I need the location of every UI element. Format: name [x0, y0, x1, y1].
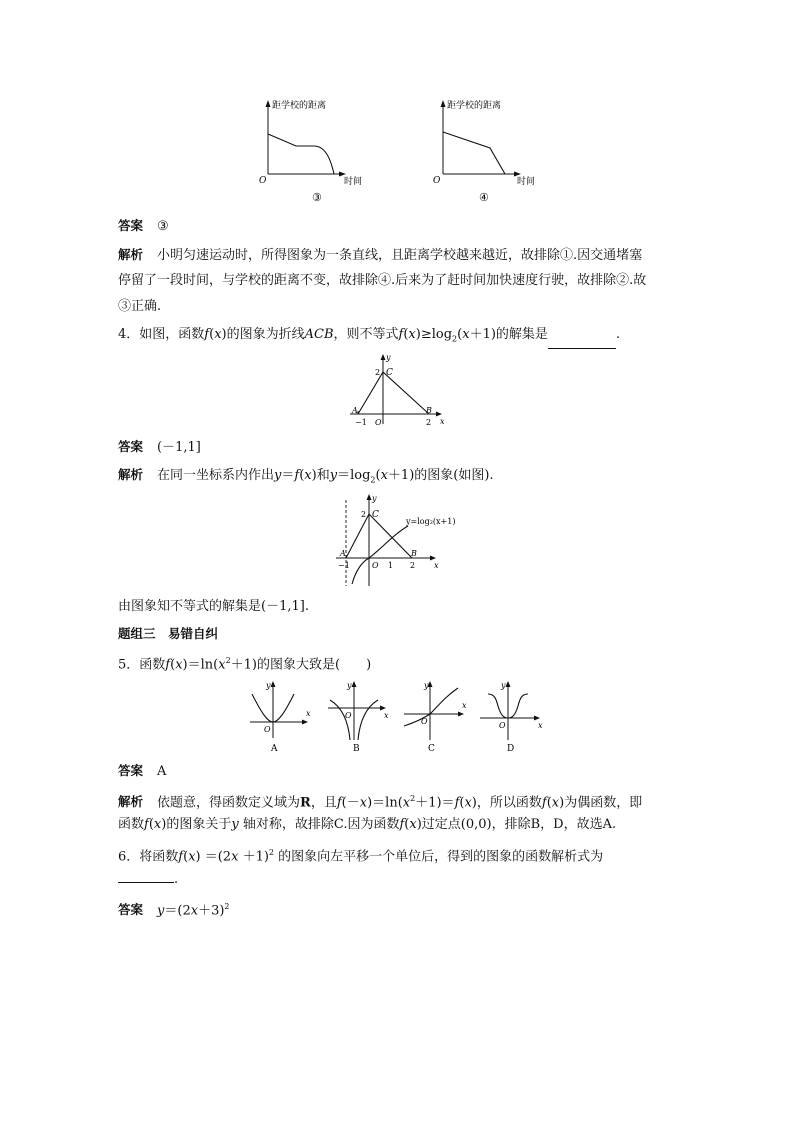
graph3-ylabel: 距学校的距离	[272, 101, 327, 111]
choice-a-caption: A	[271, 744, 278, 754]
choice-b-caption: B	[353, 744, 360, 754]
q4-fig-o: O	[375, 418, 382, 427]
svg-text:O: O	[499, 721, 506, 730]
q4b-fig-x: x	[434, 561, 439, 570]
svg-text:x: x	[538, 721, 543, 730]
q4-answer-blank[interactable]	[548, 336, 616, 349]
choice-b-graph[interactable]	[328, 681, 389, 754]
q4b-fig-neg1: −1	[338, 561, 350, 570]
graph3-caption: ③	[312, 191, 322, 204]
q6-answer-blank[interactable]	[118, 870, 174, 883]
q6-answer: 答案 $y=(2x+3)^2$	[118, 902, 230, 919]
q4-fig-2: 2	[426, 418, 432, 427]
svg-text:O: O	[264, 725, 271, 734]
q5-choices-figure	[244, 678, 554, 754]
q4-question: 4．如图，函数f(x)的图象为折线ACB，则不等式$f(x)\ge\log_2(x+1)$的解集是 .	[118, 326, 620, 349]
graph4-origin: O	[433, 176, 441, 186]
q4b-fig-c: C	[372, 510, 379, 520]
q5-question: 5．函数$f(x)=\ln(x^2+1)$的图象大致是( )	[118, 656, 372, 673]
graph3-origin: O	[259, 176, 267, 186]
graph3-xlabel: 时间	[344, 177, 363, 187]
graph4-caption: ④	[479, 191, 489, 204]
q4-graph-figure	[342, 350, 452, 430]
q4-fig-neg1: −1	[355, 418, 367, 427]
svg-text:y: y	[266, 681, 271, 690]
svg-text:O: O	[345, 711, 352, 720]
svg-text:x: x	[462, 701, 467, 710]
distance-graphs-figure	[250, 96, 550, 208]
q4-answer: 答案 (－1,1]	[118, 439, 201, 455]
q4-fig-two: 2	[375, 368, 381, 377]
q4b-fig-two: 2	[361, 510, 367, 519]
q4b-fig-one: 1	[388, 561, 394, 570]
q4b-fig-o: O	[372, 561, 379, 570]
q4-fig-a: A	[352, 406, 358, 415]
q6-blank-line: .	[118, 870, 178, 889]
svg-text:x: x	[306, 709, 311, 718]
q4-analysis: 解析 在同一坐标系内作出y＝f(x)和$y=\log_2(x+1)$的图象(如图).	[118, 467, 494, 485]
q5-analysis-line2: 函数f(x)的图象关于y 轴对称，故排除C.因为函数f(x)过定点(0,0)，排除B，D，故选A.	[118, 817, 617, 832]
q4-fig-b: B	[426, 406, 432, 415]
graph4-ylabel: 距学校的距离	[447, 101, 502, 111]
choice-d-caption: D	[507, 744, 515, 754]
svg-text:y: y	[501, 681, 506, 690]
choice-c-caption: C	[428, 744, 435, 754]
choice-c-graph[interactable]	[404, 681, 467, 754]
section3-title: 题组三 易错自纠	[118, 626, 219, 641]
q4-fig-y: y	[386, 353, 391, 362]
q4b-fig-y: y	[372, 494, 377, 503]
q3-analysis-line3: ③正确.	[118, 299, 162, 314]
q4b-fig-2: 2	[410, 561, 416, 570]
q4-conclusion: 由图象知不等式的解集是(－1,1].	[118, 599, 309, 614]
graph-4	[433, 99, 535, 204]
choice-a-graph[interactable]	[250, 681, 311, 754]
q4b-fig-b: B	[411, 549, 417, 558]
svg-text:y: y	[347, 681, 352, 690]
q4b-curve-label: y=log₂(x+1)	[406, 517, 456, 526]
q5-answer: 答案 A	[118, 763, 167, 779]
q3-analysis-line1: 解析 小明匀速运动时，所得图象为一条直线，且距离学校越来越近，故排除①.因交通堵塞	[118, 247, 643, 263]
svg-text:y: y	[424, 681, 429, 690]
q4b-fig-a: A	[340, 549, 346, 558]
q4-analysis-graph-figure	[332, 492, 462, 588]
q5-analysis-line1: 解析 依题意，得函数定义域为R，且$f(-x)=\ln(x^2+1)=f(x)$，所以函数f(x)为偶函数，即	[118, 794, 643, 811]
svg-text:x: x	[384, 711, 389, 720]
q3-answer: 答案 ③	[118, 218, 169, 234]
q3-analysis-line2: 停留了一段时间，与学校的距离不变，故排除④.后来为了赶时间加快速度行驶，故排除②.故	[118, 273, 647, 288]
q4-fig-c: C	[386, 368, 393, 378]
svg-text:O: O	[421, 717, 428, 726]
graph-3	[259, 99, 362, 204]
choice-d-graph[interactable]	[480, 681, 543, 754]
q6-question: 6．将函数$f(x) =(2x +1)^2$ 的图象向左平移一个单位后，得到的图象的函数解析式为	[118, 848, 604, 865]
graph4-xlabel: 时间	[517, 177, 536, 187]
q4-fig-x: x	[440, 417, 445, 426]
